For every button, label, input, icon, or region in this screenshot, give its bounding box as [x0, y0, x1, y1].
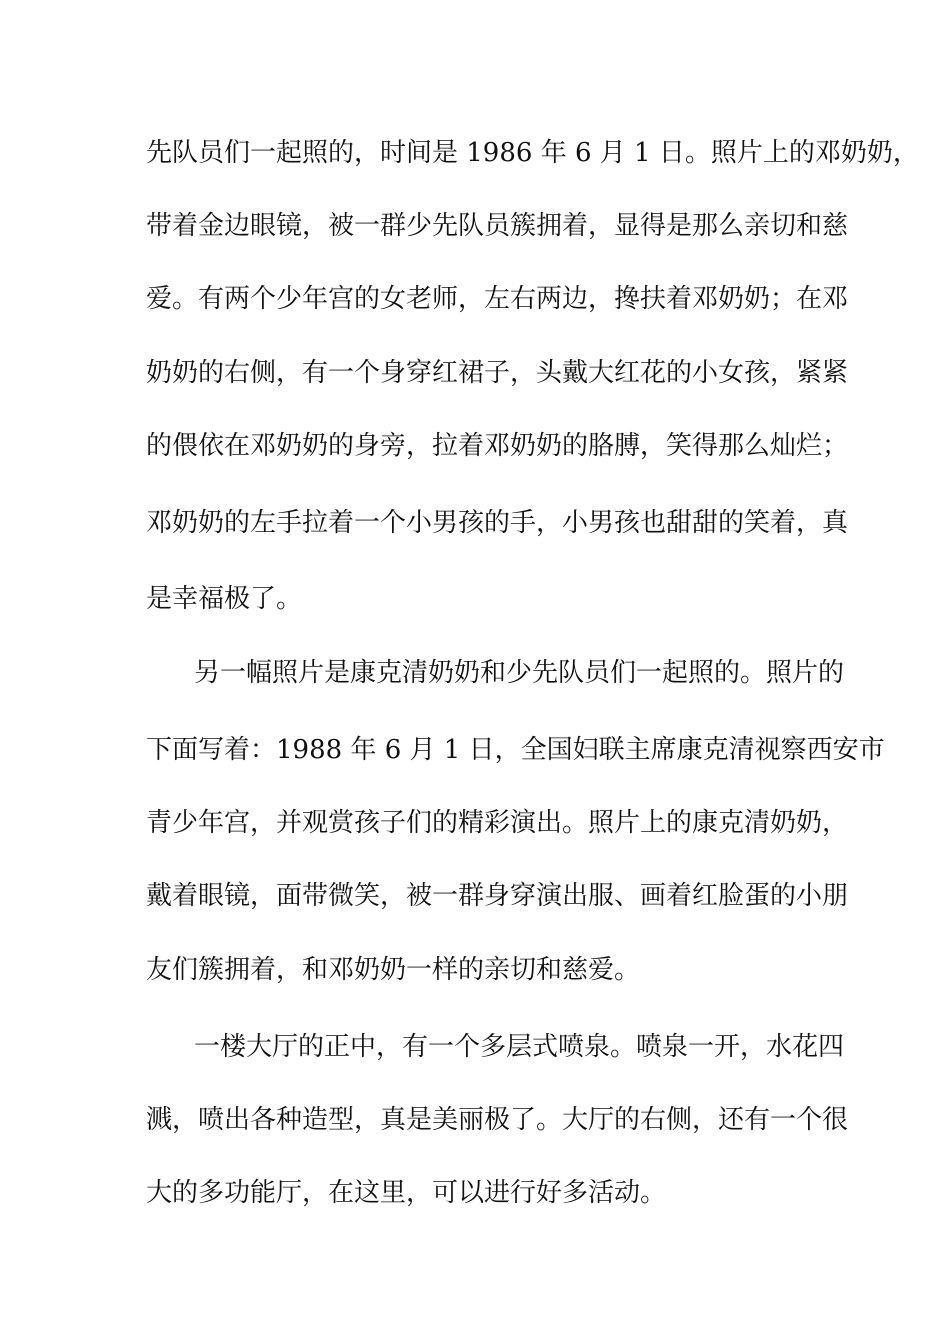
text-line: 溅，喷出各种造型，真是美丽极了。大厅的右侧，还有一个很: [146, 1105, 849, 1135]
text-line: 友们簇拥着，和邓奶奶一样的亲切和慈爱。: [146, 955, 641, 985]
text-line: 的偎依在邓奶奶的身旁，拉着邓奶奶的胳膊，笑得那么灿烂；: [146, 431, 849, 461]
text-line: 先队员们一起照的，时间是 1986 年 6 月 1 日。照片上的邓奶奶，: [146, 138, 919, 168]
paragraph-first-line: 另一幅照片是康克清奶奶和少先队员们一起照的。照片的: [194, 658, 845, 688]
text-line: 奶奶的右侧，有一个身穿红裙子，头戴大红花的小女孩，紧紧: [146, 358, 849, 388]
text-line: 带着金边眼镜，被一群少先队员簇拥着，显得是那么亲切和慈: [146, 211, 849, 241]
text-line: 是幸福极了。: [146, 584, 303, 614]
text-line: 青少年宫，并观赏孩子们的精彩演出。照片上的康克清奶奶，: [146, 808, 849, 838]
text-line: 下面写着：1988 年 6 月 1 日，全国妇联主席康克清视察西安市: [146, 735, 885, 765]
text-line: 邓奶奶的左手拉着一个小男孩的手，小男孩也甜甜的笑着，真: [146, 508, 849, 538]
text-line: 戴着眼镜，面带微笑，被一群身穿演出服、画着红脸蛋的小朋: [146, 881, 849, 911]
text-line: 大的多功能厅，在这里，可以进行好多活动。: [146, 1178, 667, 1208]
text-line: 爱。有两个少年宫的女老师，左右两边，搀扶着邓奶奶；在邓: [146, 284, 849, 314]
paragraph-first-line: 一楼大厅的正中，有一个多层式喷泉。喷泉一开，水花四: [194, 1032, 845, 1062]
